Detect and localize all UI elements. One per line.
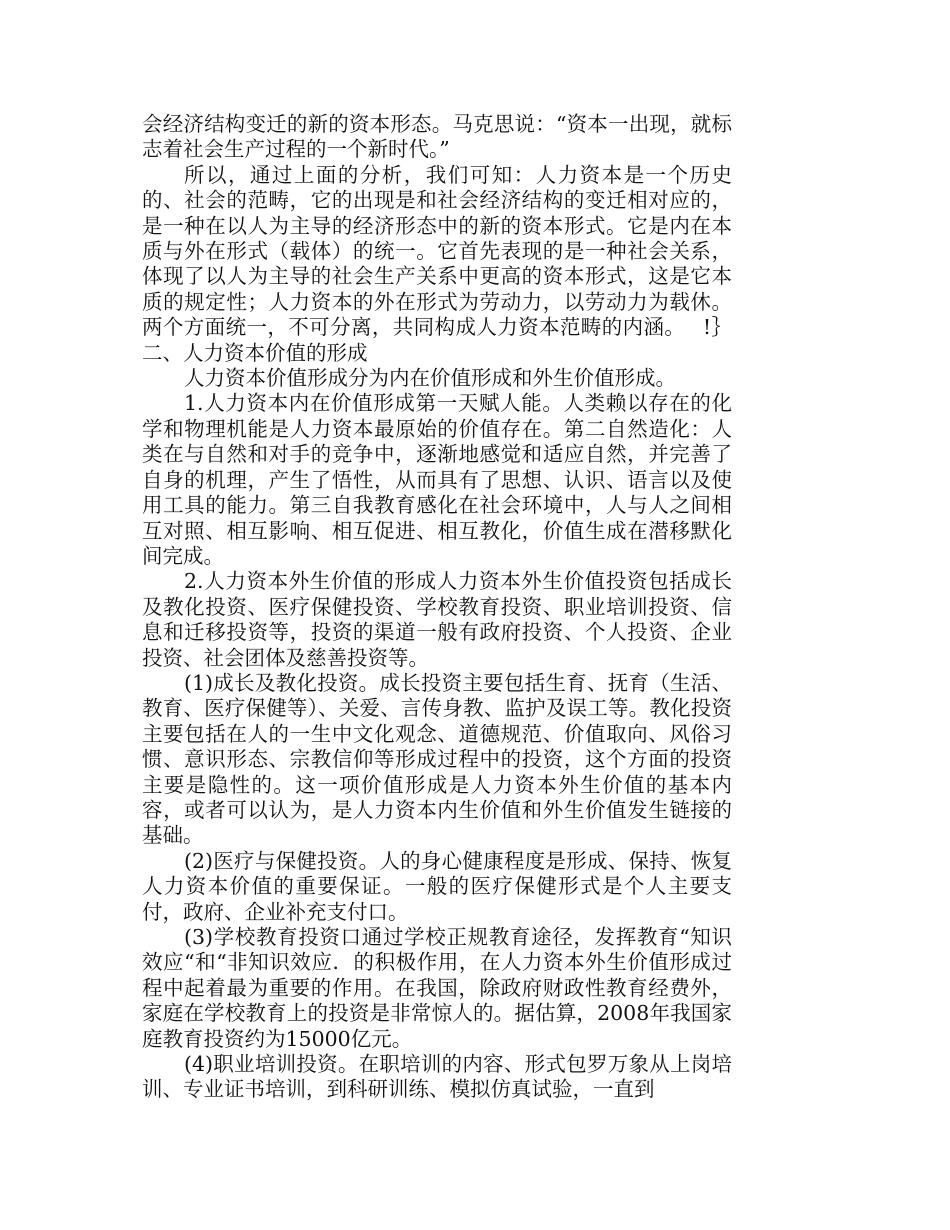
paragraph-5: 2.人力资本外生价值的形成人力资本外生价值投资包括成长及教化投资、医疗保健投资、学校教育投资、职业培训投资、信息和迁移投资等，投资的渠道一般有政府投资、个人投资、企业投资、社会团体及慈善投资等。: [142, 569, 732, 670]
paragraph-9: (4)职业培训投资。在职培训的内容、形式包罗万象从上岗培训、专业证书培训，到科研训练、模拟仿真试验，一直到: [142, 1052, 732, 1102]
body-text: [142, 112, 732, 1103]
paragraph-6: (1)成长及教化投资。成长投资主要包括生育、抚育（生活、教育、医疗保健等）、关爱、言传身教、监护及误工等。教化投资主要包括在人的一生中文化观念、道德规范、价值取向、风俗习惯、意识形态、宗教信仰等形成过程中的投资，这个方面的投资主要是隐性的。这一项价值形成是人力资本外生价值的基本内容，或者可以认为，是人力资本内生价值和外生价值发生链接的基础。: [142, 670, 732, 848]
paragraph-2: 所以，通过上面的分析，我们可知：人力资本是一个历史的、社会的范畴，它的出现是和社会经济结构的变迁相对应的，是一种在以人为主导的经济形态中的新的资本形式。它是内在本质与外在形式（载体）的统一。它首先表现的是一种社会关系，体现了以人为主导的社会生产关系中更高的资本形式，这是它本质的规定性；人力资本的外在形式为劳动力，以劳动力为载休。两个方面统一，不可分离，共同构成人力资本范畴的内涵。 !｝二、人力资本价值的形成: [142, 162, 732, 365]
paragraph-8: (3)学校教育投资口通过学校正规教育途径，发挥教育“知识效应“和“非知识效应．的积极作用，在人力资本外生价值形成过程中起着最为重要的作用。在我国，除政府财政性教育经费外，家庭在学校教育上的投资是非常惊人的。据估算，2008年我国家庭教育投资约为15000亿元。: [142, 925, 732, 1051]
paragraph-3: 人力资本价值形成分为内在价值形成和外生价值形成。: [184, 366, 676, 391]
paragraph-7: (2)医疗与保健投资。人的身心健康程度是形成、保持、恢复人力资本价值的重要保证。一般的医疗保健形式是个人主要支付，政府、企业补充支付口。: [142, 848, 732, 924]
paragraph-1: 会经济结构变迁的新的资本形态。马克思说：“资本一出现，就标志着社会生产过程的一个新时代。”: [142, 112, 732, 162]
paragraph-4: 1.人力资本内在价值形成第一天赋人能。人类赖以存在的化学和物理机能是人力资本最原始的价值存在。第二自然造化：人类在与自然和对手的竞争中，逐渐地感觉和适应自然，并完善了自身的机理，产生了悟性，从而具有了思想、认识、语言以及使用工具的能力。第三自我教育感化在社会环境中，人与人之间相互对照、相互影响、相互促进、相互教化，价值生成在潜移默化间完成。: [142, 391, 732, 568]
